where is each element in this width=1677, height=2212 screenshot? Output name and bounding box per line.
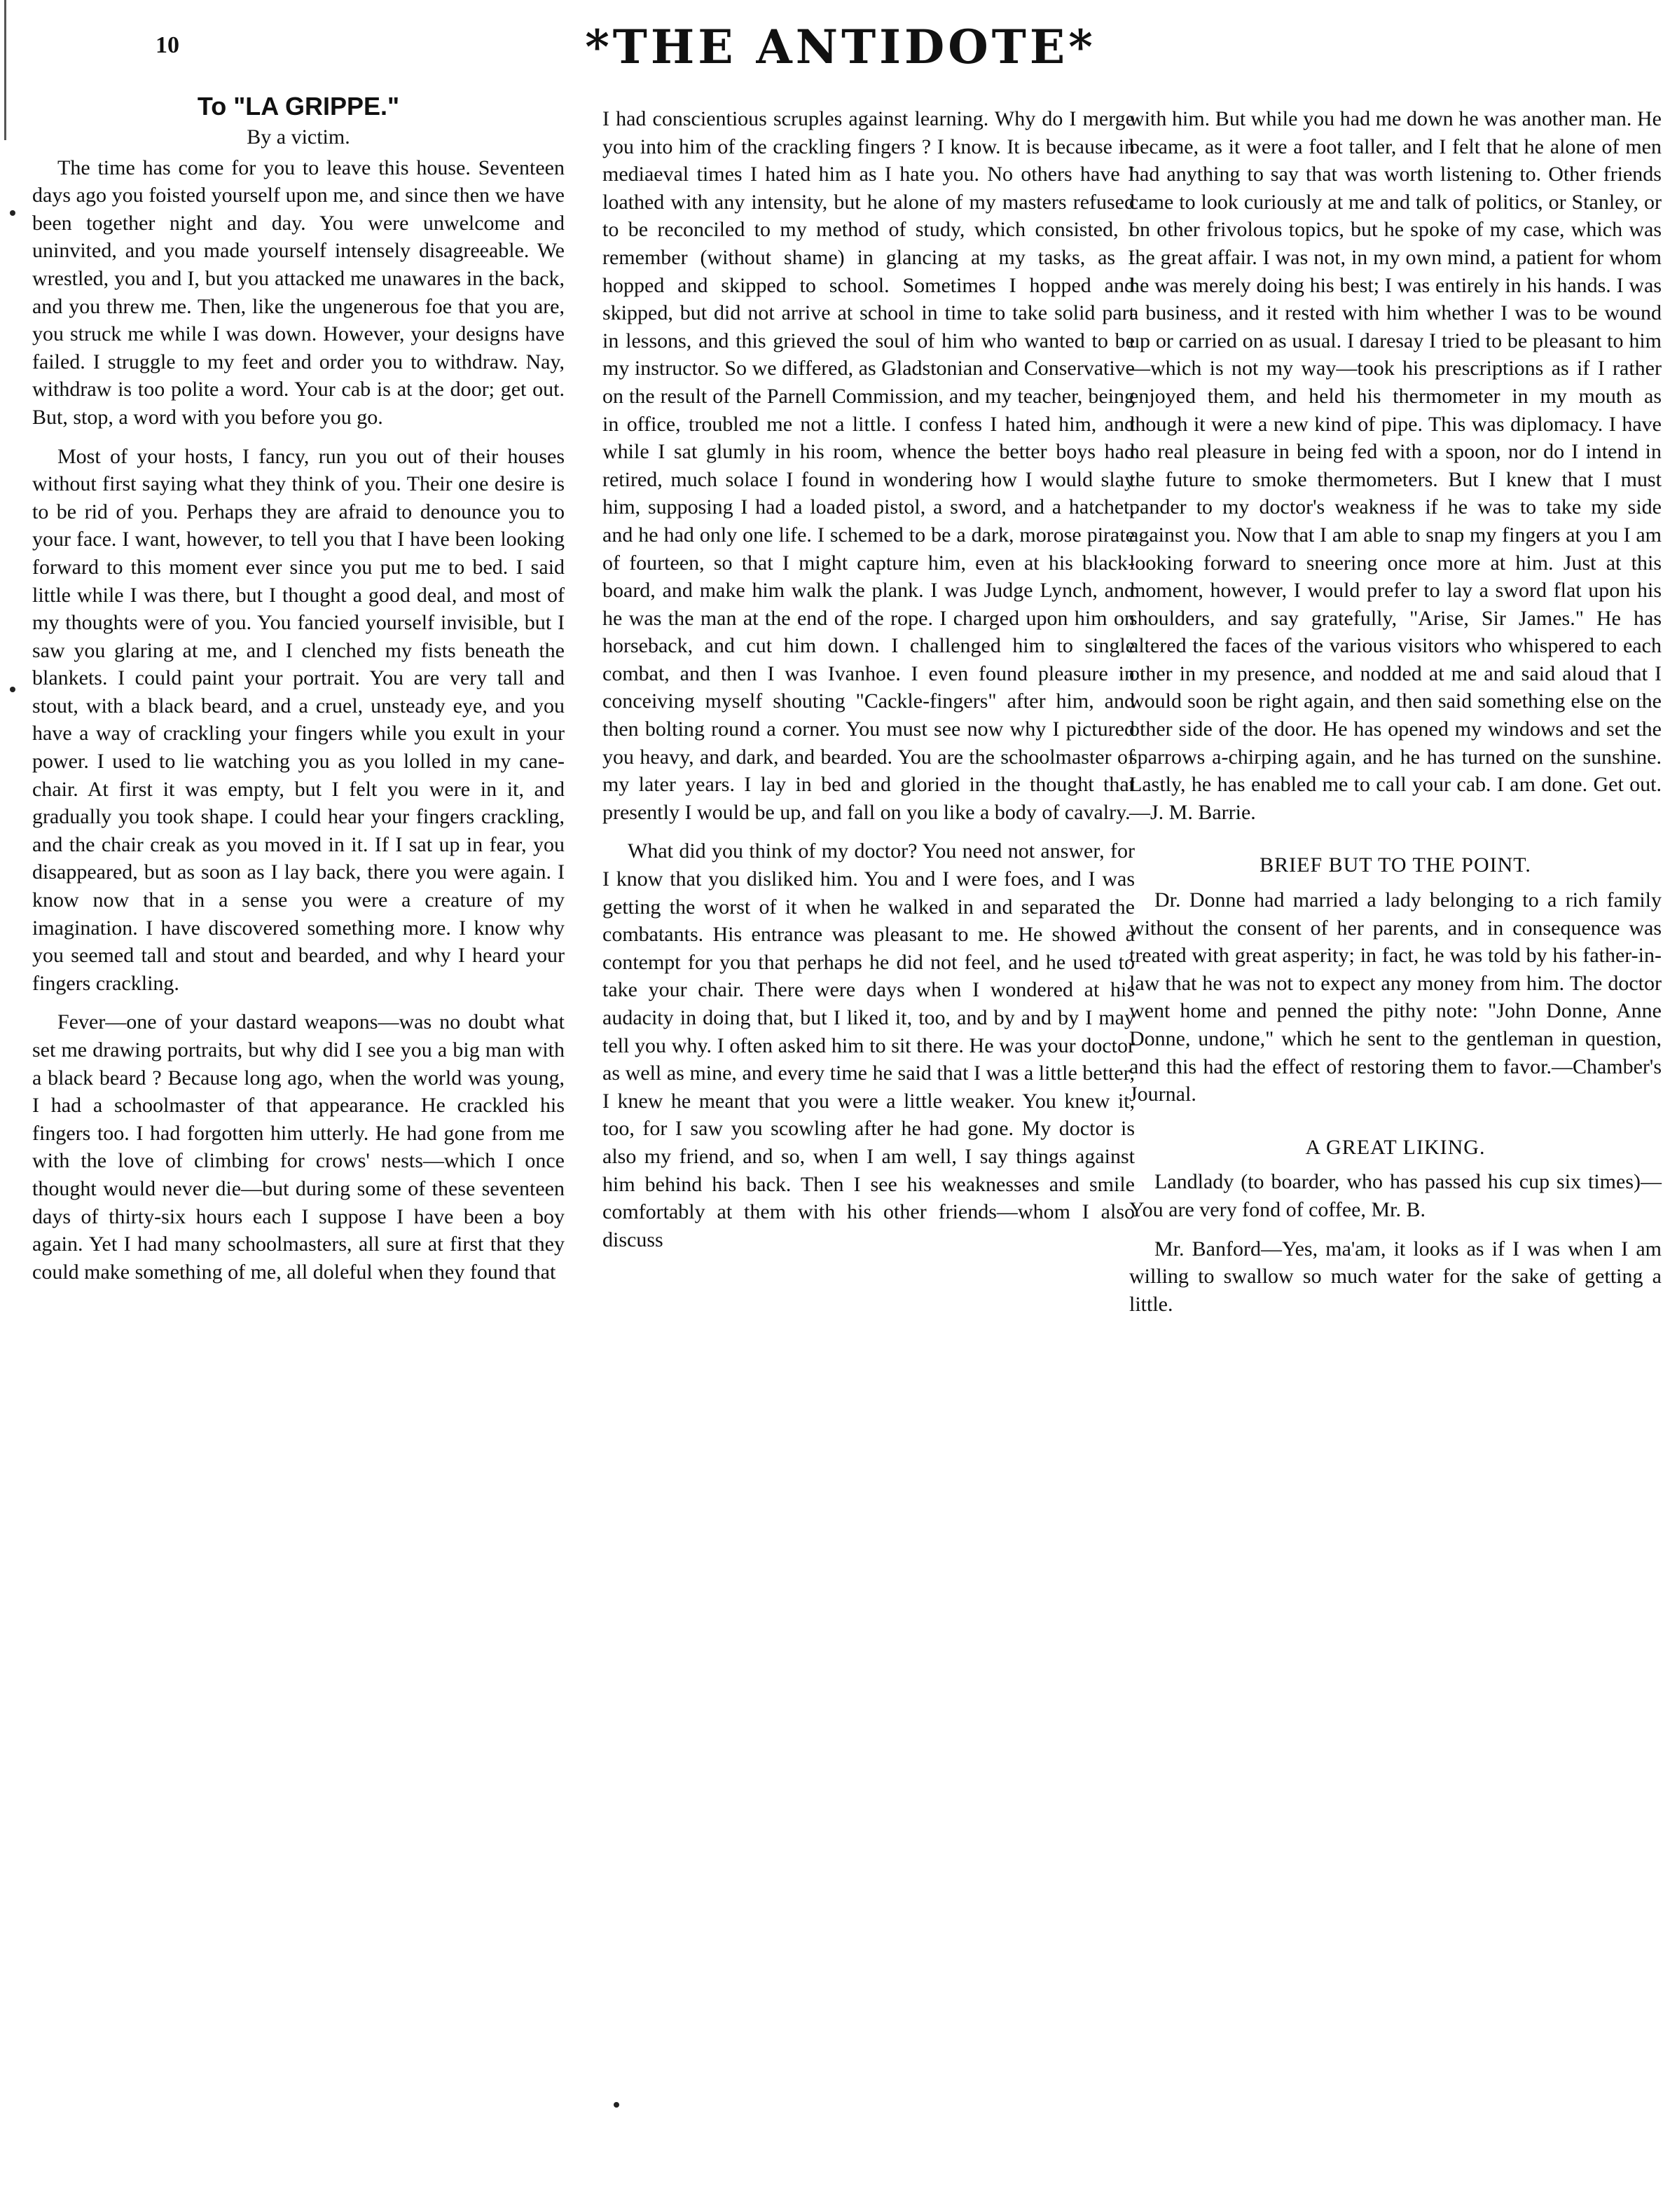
page-number: 10 (156, 32, 179, 58)
print-speck (10, 687, 15, 692)
article-paragraph: with him. But while you had me down he was another man. He became, as it were a foot taller, and I felt that he alone of men had anything to say that was worth listening to. Other friends came to look curiously at me and talk of politics, or Stanley, or on other frivolous topics, but he spoke of my case, which was the great affair. I was not, in my own mind, a patient for whom he was merely doing his best; I was entirely in his hands. I was a business, and it rested with him whether I was to be wound up or carried on as usual. I daresay I tried to be pleasant to him—which is not my way—took his prescriptions as if I rather enjoyed them, and held his thermometer in my mouth as though it were a new kind of pipe. This was diplomacy. I have no real pleasure in being fed with a spoon, nor do I intend in the future to smoke thermometers. But I knew that I must pander to my doctor's weakness if he was to take my side against you. Now that I am able to snap my fingers at you I am looking forward to sneering once more at him. Just at this moment, however, I would prefer to lay a sword flat upon his shoulders, and say gratefully, "Arise, Sir James." He has altered the faces of the various visitors who whispered to each other in my presence, and nodded at me and said aloud that I would soon be right again, and then said something else on the other side of the door. He has opened my windows and set the sparrows a-chirping again, and he has turned on the sunshine. Lastly, he has enabled me to call your cab. I am done. Get out. —J. M. Barrie. (1129, 107, 1662, 824)
article-paragraph: Most of your hosts, I fancy, run you out of their houses without first saying what they think of you. Their one desire is to be rid of you. Perhaps they are afraid to denounce you to your face. I want, however, to tell you that I have been looking forward to this moment ever since you put me to bed. I said little while I was there, but I thought a good deal, and most of my thoughts were of you. You fancied yourself invisible, but I saw you glaring at me, and I clenched my fists beneath the blankets. I could paint your portrait. You are very tall and stout, with a black beard, and a cruel, unsteady eye, and you have a way of crackling your fingers while you exult in your power. I used to lie watching you as you lolled in my cane-chair. At first it was empty, but I felt you were in it, and gradually you took shape. I could hear your fingers crackling, and the chair creak as you moved in it. If I sat up in fear, you disappeared, but as soon as I lay back, there you were again. I know now that in a sense you were a creature of my imagination. I have discovered something more. I know why you seemed tall and stout and bearded, and why I heard your fingers crackling. (32, 444, 565, 995)
print-speck (10, 210, 15, 216)
column-1 (32, 91, 565, 1297)
masthead-title: *THE ANTIDOTE* (585, 20, 1096, 74)
article-paragraph: I had conscientious scruples against learning. Why do I merge you into him of the crackling fingers ? I know. It is because in mediaeval times I hated him as I hate you. No others have I loathed with any intensity, but he alone of my masters refused to be reconciled to my method of study, which consisted, I remember (without shame) in glancing at my tasks, as I hopped and skipped to school. Sometimes I hopped and skipped, but did not arrive at school in time to take solid part in lessons, and this grieved the soul of him who wanted to be my instructor. So we differed, as Gladstonian and Conservative on the result of the Parnell Commission, and my teacher, being in office, troubled me not a little. I confess I hated him, and while I sat glumly in his room, whence the better boys had retired, much solace I found in wondering how I would slay him, supposing I had a loaded pistol, a sword, and a hatchet, and he had only one life. I schemed to be a dark, morose pirate of fourteen, so that I might capture him, even at his black-board, and make him walk the plank. I was Judge Lynch, and he was the man at the end of the rope. I charged upon him on horseback, and cut him down. I challenged him to single combat, and then I was Ivanhoe. I even found pleasure in conceiving myself shouting "Cackle-fingers" after him, and then bolting round a corner. You must see now why I pictured you heavy, and dark, and bearded. You are the schoolmaster of my later years. I lay in bed and gloried in the thought that presently I would be up, and fall on you like a body of cavalry. (602, 107, 1135, 824)
column-3 (1129, 105, 1662, 1329)
article-paragraph: Mr. Banford—Yes, ma'am, it looks as if I was when I am willing to swallow so much water for the sake of getting a little. (1129, 1237, 1662, 1316)
article-paragraph: Landlady (to boarder, who has passed his cup six times)—You are very fond of coffee, Mr. B. (1129, 1170, 1662, 1221)
article-paragraph: What did you think of my doctor? You need not answer, for I know that you disliked him. You and I were foes, and I was getting the worst of it when he walked in and separated the combatants. His entrance was pleasant to me. He showed a contempt for you that perhaps he did not feel, and he used to take your chair. There were days when I wondered at his audacity in doing that, but I liked it, too, and by and by I may tell you why. I often asked him to sit there. He was your doctor as well as mine, and every time he said that I was a little better, I knew he meant that you were a little weaker. You knew it, too, for I saw you scowling after he had gone. My doctor is also my friend, and so, when I am well, I say things against him behind his back. Then I see his weaknesses and smile comfortably at them with his other friends—whom I also discuss (602, 839, 1135, 1251)
article-paragraph: Dr. Donne had married a lady belonging to a rich family without the consent of her parents, and in consequence was treated with great asperity; in fact, he was told by his father-in-law that he was not to expect any money from him. The doctor went home and penned the pithy note: "John Donne, Anne Donne, undone," which he sent to the gentleman in question, and this had the effect of restoring them to favor.—Chamber's Journal. (1129, 888, 1662, 1106)
article-title: BRIEF BUT TO THE POINT. (1260, 853, 1531, 877)
article-paragraph: Fever—one of your dastard weapons—was no doubt what set me drawing portraits, but why did I see you a big man with a black beard ? Because long ago, when the world was young, I had a schoolmaster of that appearance. He crackled his fingers too. I had forgotten him utterly. He had gone from me with the love of climbing for crows' nests—which I once thought would never die—but during some of these seventeen days of thirty-six hours each I suppose I have been a boy again. Yet I had many schoolmasters, all sure at first that they could make something of me, all doleful when they found that (32, 1010, 565, 1284)
article-byline: By a victim. (247, 125, 350, 149)
article-title: To "LA GRIPPE." (197, 92, 400, 121)
print-speck (614, 2102, 619, 2108)
article-paragraph: The time has come for you to leave this house. Seventeen days ago you foisted yourself upon me, and since then we have been together night and day. You were unwelcome and uninvited, and you made yourself intensely disagreeable. We wrestled, you and I, but you attacked me unawares in the back, and you threw me. Then, like the ungenerous foe that you are, you struck me while I was down. However, your designs have failed. I struggle to my feet and order you to withdraw. Nay, withdraw is too polite a word. Your cab is at the door; get out. But, stop, a word with you before you go. (32, 156, 565, 429)
page-edge-line (4, 0, 6, 140)
column-2 (602, 105, 1135, 1265)
article-title: A GREAT LIKING. (1305, 1135, 1486, 1159)
